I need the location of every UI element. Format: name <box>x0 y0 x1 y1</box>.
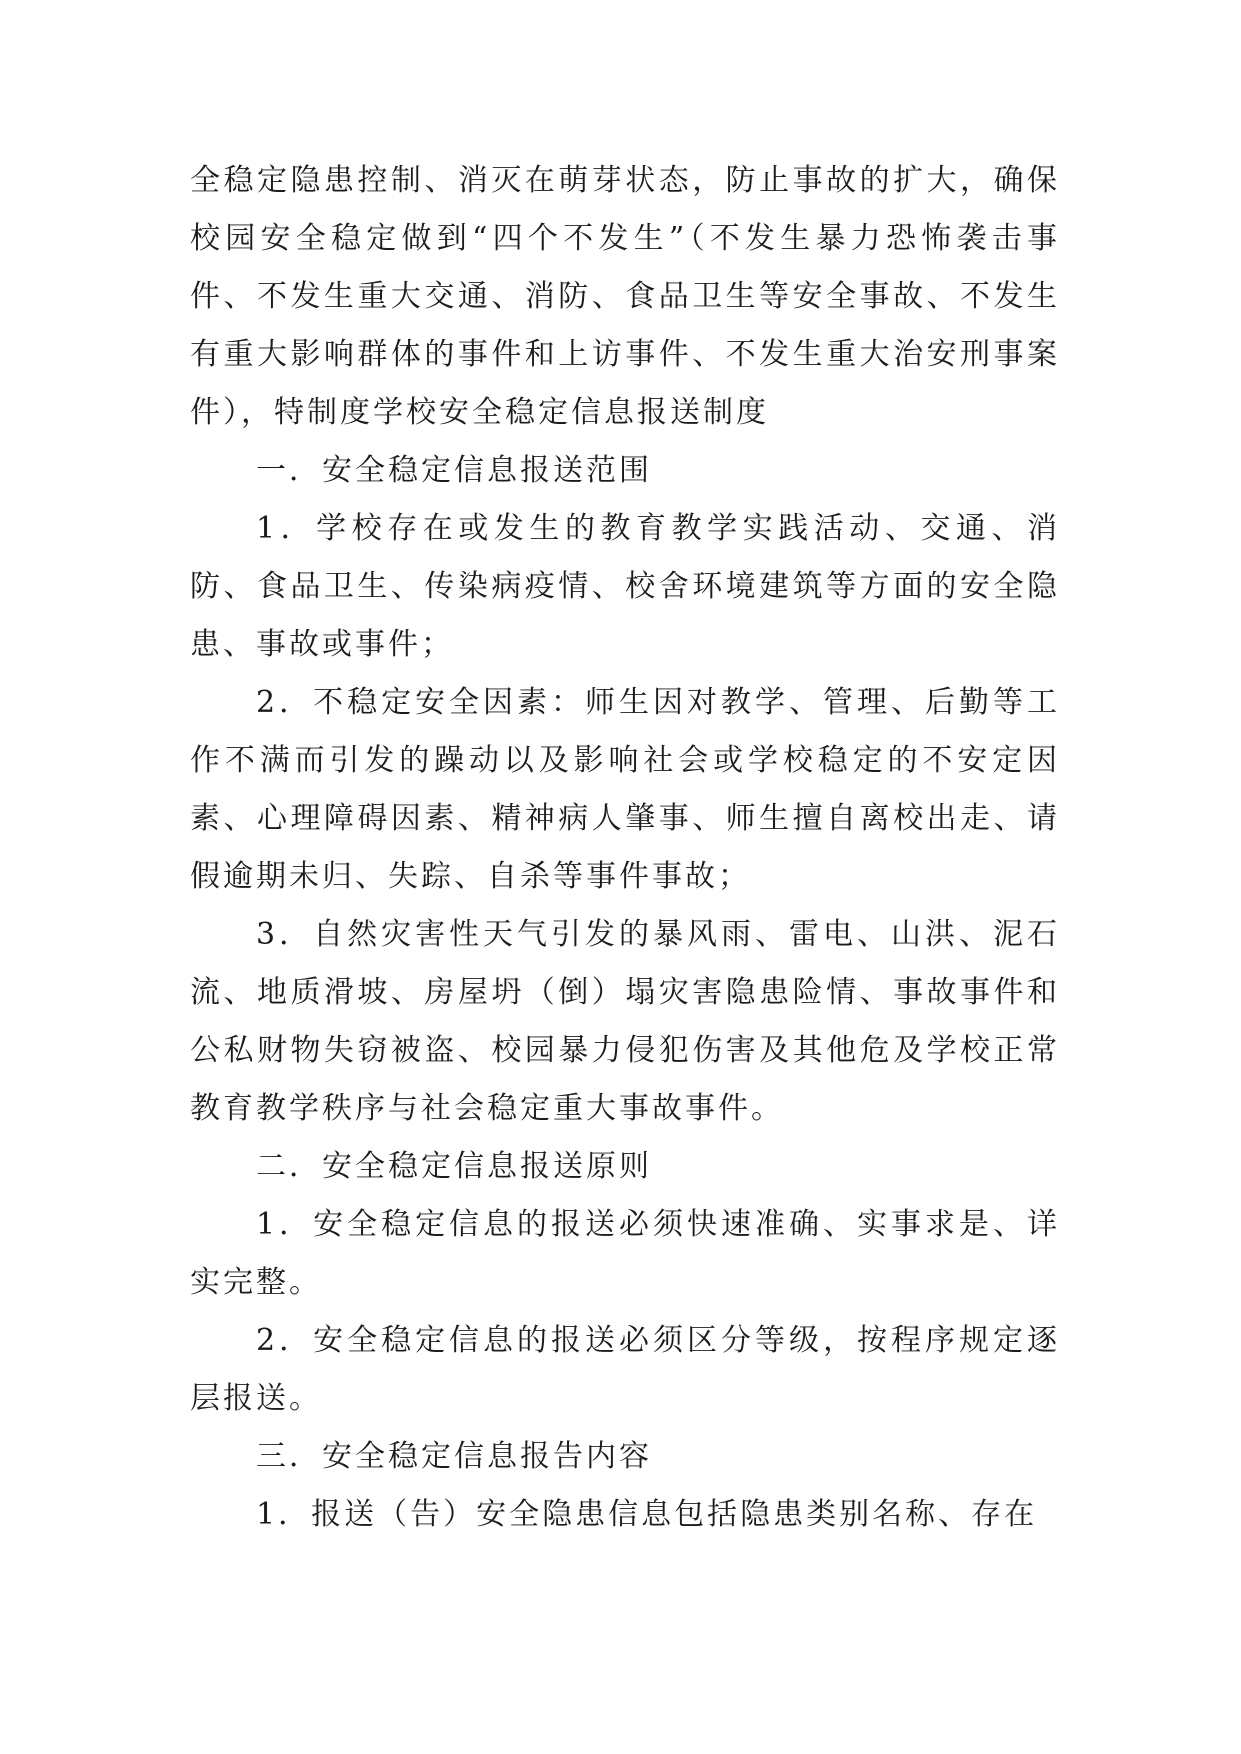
section-heading-3: 三．安全稳定信息报告内容 <box>256 1439 652 1474</box>
section-heading-1: 一．安全稳定信息报送范围 <box>256 453 652 488</box>
paragraph-1-1: 1．学校存在或发生的教育教学实践活动、交通、消防、食品卫生、传染病疫情、校舍环境建筑等方面的安全隐患、事故或事件； <box>190 511 1060 662</box>
paragraph-2-2: 2．安全稳定信息的报送必须区分等级，按程序规定逐层报送。 <box>190 1323 1060 1416</box>
paragraph-1-2: 2．不稳定安全因素：师生因对教学、管理、后勤等工作不满而引发的躁动以及影响社会或学校稳定的不安定因素、心理障碍因素、精神病人肇事、师生擅自离校出走、请假逾期未归、失踪、自杀等事件事故； <box>190 685 1060 894</box>
paragraph-1-3: 3．自然灾害性天气引发的暴风雨、雷电、山洪、泥石流、地质滑坡、房屋坍（倒）塌灾害隐患险情、事故事件和公私财物失窃被盗、校园暴力侵犯伤害及其他危及学校正常教育教学秩序与社会稳定重大事故事件。 <box>190 917 1060 1126</box>
paragraph-2-1: 1．安全稳定信息的报送必须快速准确、实事求是、详实完整。 <box>190 1207 1060 1300</box>
section-heading-2: 二．安全稳定信息报送原则 <box>256 1149 652 1184</box>
paragraph-3-1: 1．报送（告）安全隐患信息包括隐患类别名称、存在 <box>256 1497 1038 1532</box>
paragraph-intro-continued: 全稳定隐患控制、消灭在萌芽状态，防止事故的扩大，确保校园安全稳定做到“四个不发生”（不发生暴力恐怖袭击事件、不发生重大交通、消防、食品卫生等安全事故、不发生有重大影响群体的事件和上访事件、不发生重大治安刑事案件），特制度学校安全稳定信息报送制度 <box>190 163 1060 430</box>
document-body <box>190 152 1060 1544</box>
